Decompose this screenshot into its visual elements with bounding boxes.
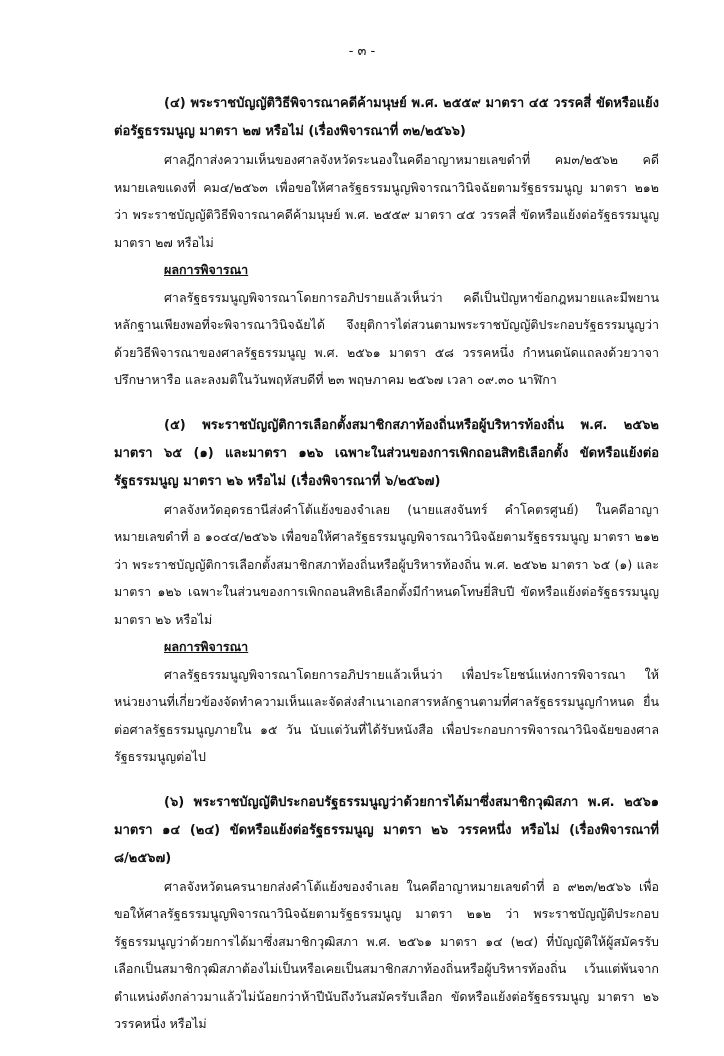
agenda-item-body: ศาลจังหวัดอุดรธานีส่งคำโต้แย้งของจำเลย (นายแสงจันทร์ คำโคตรศูนย์) ในคดีอาญาหมายเลขดำที่ อ ๑๐๔๔/๒๕๖๖ เพื่อขอให้ศาลรัฐธรรมนูญพิจารณาวินิจฉัยตามรัฐธรรมนูญ มาตรา ๒๑๒ ว่า พระราชบัญญัติการเลือกตั้งสมาชิกสภาท้องถิ่นหรือผู้บริหารท้องถิ่น พ.ศ. ๒๕๖๒ มาตรา ๖๕ (๑) และมาตรา ๑๒๖ เฉพาะในส่วนของการเพิกถอนสิทธิเลือกตั้งมีกำหนดโทษยี่สิบปี ขัดหรือแย้งต่อรัฐธรรมนูญ มาตรา ๒๖ หรือไม่	[114, 501, 659, 627]
result-text: ศาลรัฐธรรมนูญพิจารณาโดยการอภิปรายแล้วเห็นว่า คดีเป็นปัญหาข้อกฎหมายและมีพยานหลักฐานเพียงพอที่จะพิจารณาวินิจฉัยได้ จึงยุติการไต่สวนตามพระราชบัญญัติประกอบรัฐธรรมนูญว่าด้วยวิธีพิจารณาของศาลรัฐธรรมนูญ พ.ศ. ๒๕๖๑ มาตรา ๕๘ วรรคหนึ่ง กำหนดนัดแถลงด้วยวาจา ปรึกษาหารือ และลงมติในวันพฤหัสบดีที่ ๒๓ พฤษภาคม ๒๕๖๗ เวลา ๐๙.๓๐ นาฬิกา	[114, 289, 659, 387]
result-text: ศาลรัฐธรรมนูญพิจารณาโดยการอภิปรายแล้วเห็นว่า เพื่อประโยชน์แห่งการพิจารณา ให้หน่วยงานที่เกี่ยวข้องจัดทำความเห็นและจัดส่งสำเนาเอกสารหลักฐานตามที่ศาลรัฐธรรมนูญกำหนด ยื่นต่อศาลรัฐธรรมนูญภายใน ๑๕ วัน นับแต่วันที่ได้รับหนังสือ เพื่อประกอบการพิจารณาวินิจฉัยของศาลรัฐธรรมนูญต่อไป	[114, 666, 659, 764]
agenda-item-heading: (๔) พระราชบัญญัติวิธีพิจารณาคดีค้ามนุษย์ พ.ศ. ๒๕๕๙ มาตรา ๔๕ วรรคสี่ ขัดหรือแย้งต่อรัฐธรรมนูญ มาตรา ๒๗ หรือไม่ (เรื่องพิจารณาที่ ๓๒/๒๕๖๖)	[114, 96, 659, 139]
agenda-item-4	[114, 90, 659, 394]
agenda-item-body: ศาลจังหวัดนครนายกส่งคำโต้แย้งของจำเลย ในคดีอาญาหมายเลขดำที่ อ ๙๒๓/๒๕๖๖ เพื่อขอให้ศาลรัฐธรรมนูญพิจารณาวินิจฉัยตามรัฐธรรมนูญ มาตรา ๒๑๒ ว่า พระราชบัญญัติประกอบรัฐธรรมนูญว่าด้วยการได้มาซึ่งสมาชิกวุฒิสภา พ.ศ. ๒๕๖๑ มาตรา ๑๔ (๒๔) ที่บัญญัติให้ผู้สมัครรับเลือกเป็นสมาชิกวุฒิสภาต้องไม่เป็นหรือเคยเป็นสมาชิกสภาท้องถิ่นหรือผู้บริหารท้องถิ่น เว้นแต่พ้นจากตำแหน่งดังกล่าวมาแล้วไม่น้อยกว่าห้าปีนับถึงวันสมัครรับเลือก ขัดหรือแย้งต่อรัฐธรรมนูญ มาตรา ๒๖ วรรคหนึ่ง หรือไม่	[114, 878, 659, 1031]
document-body	[114, 90, 659, 1056]
result-label: ผลการพิจารณา	[164, 262, 249, 277]
agenda-item-heading: (๕) พระราชบัญญัติการเลือกตั้งสมาชิกสภาท้องถิ่นหรือผู้บริหารท้องถิ่น พ.ศ. ๒๕๖๒ มาตรา ๖๕ (๑) และมาตรา ๑๒๖ เฉพาะในส่วนของการเพิกถอนสิทธิเลือกตั้ง ขัดหรือแย้งต่อรัฐธรรมนูญ มาตรา ๒๖ หรือไม่ (เรื่องพิจารณาที่ ๖/๒๕๖๗)	[114, 417, 659, 489]
page-number: - ๓ -	[348, 44, 376, 59]
agenda-item-5	[114, 412, 659, 771]
agenda-item-6	[114, 789, 659, 1038]
result-label: ผลการพิจารณา	[164, 639, 249, 654]
agenda-item-heading: (๖) พระราชบัญญัติประกอบรัฐธรรมนูญว่าด้วยการได้มาซึ่งสมาชิกวุฒิสภา พ.ศ. ๒๕๖๑ มาตรา ๑๔ (๒๔) ขัดหรือแย้งต่อรัฐธรรมนูญ มาตรา ๒๖ วรรคหนึ่ง หรือไม่ (เรื่องพิจารณาที่ ๘/๒๕๖๗)	[114, 794, 659, 866]
agenda-item-body: ศาลฎีกาส่งความเห็นของศาลจังหวัดระนองในคดีอาญาหมายเลขดำที่ คม๓/๒๕๖๒ คดีหมายเลขแดงที่ คม๔/๒๕๖๓ เพื่อขอให้ศาลรัฐธรรมนูญพิจารณาวินิจฉัยตามรัฐธรรมนูญ มาตรา ๒๑๒ ว่า พระราชบัญญัติวิธีพิจารณาคดีค้ามนุษย์ พ.ศ. ๒๕๕๙ มาตรา ๔๕ วรรคสี่ ขัดหรือแย้งต่อรัฐธรรมนูญ มาตรา ๒๗ หรือไม่	[114, 152, 659, 250]
